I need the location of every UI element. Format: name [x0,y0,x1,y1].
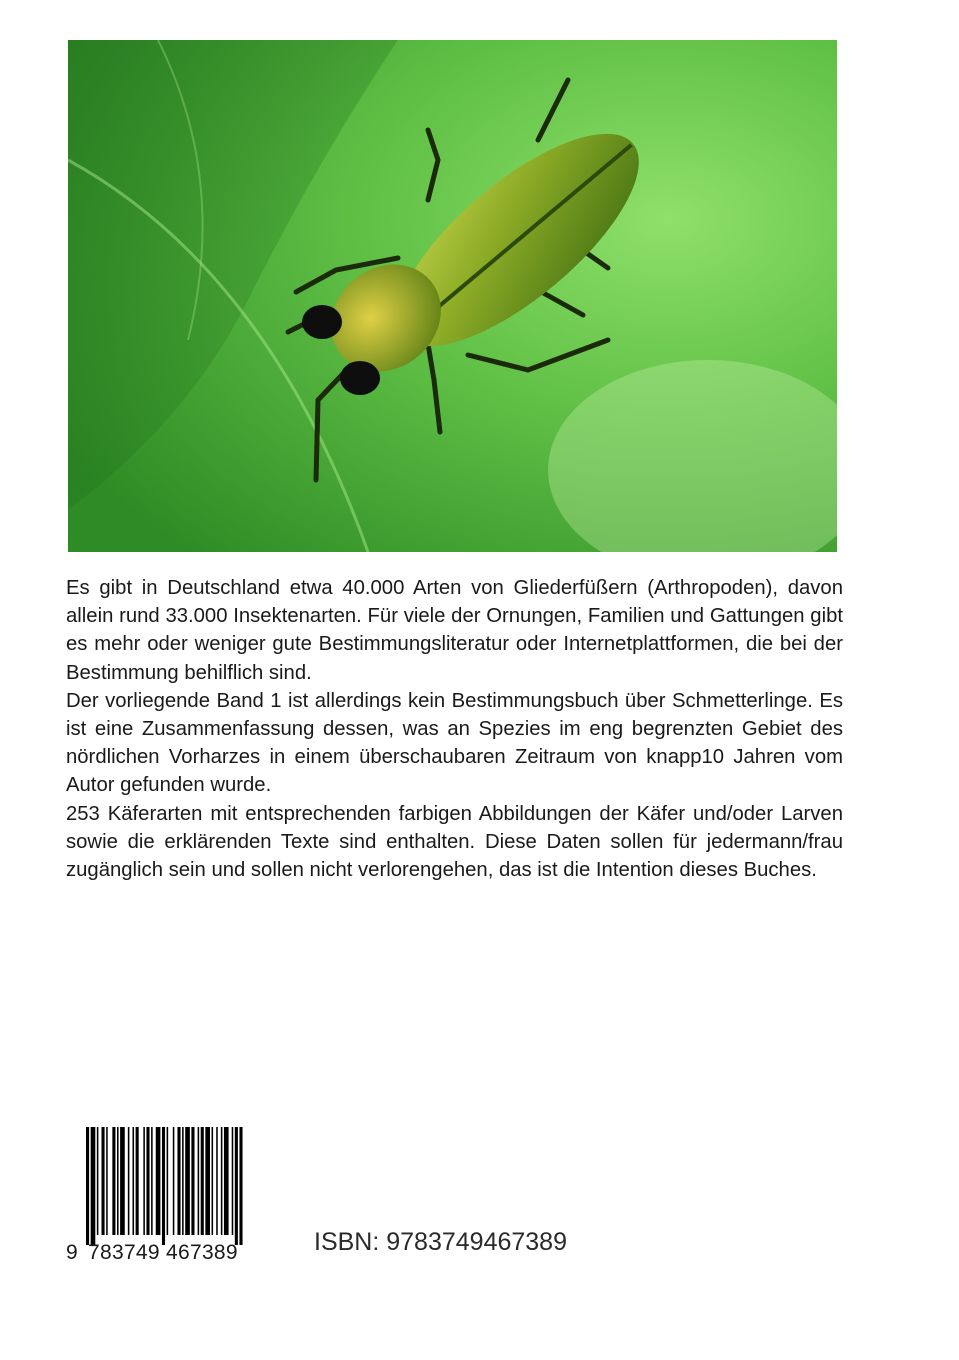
barcode-bar [182,1127,184,1235]
barcode-bar [201,1127,204,1235]
barcode-bar [167,1127,169,1235]
barcode-bar [198,1127,200,1235]
blurb-paragraph: Es gibt in Deutschland etwa 40.000 Arten von Gliederfüßern (Arthropoden), davon allein rund 33.000 Insektenarten. Für viele der Ornungen, Familien und Gattungen gibt es mehr oder weniger gute Bestimmungsliteratur oder Internetplattformen, die bei der Bestimmung behilflich sind. [66,577,843,684]
barcode-bar [224,1127,229,1235]
barcode-bar [86,1127,89,1245]
barcode-bar [156,1127,161,1235]
barcode-bar [106,1127,108,1235]
blurb-paragraph: Der vorliegende Band 1 ist allerdings kein Bestimmungsbuch über Schmetterlinge. Es ist eine Zusammenfassung dessen, was an Spezies im eng begrenzten Gebiet des nördlichen Vorharzes in einem überschaubaren Zeitraum von knapp10 Jahren vom Autor gefunden wurde. [66,689,843,797]
barcode-bar [91,1127,96,1245]
barcode-bar [205,1127,210,1235]
barcode-bar [136,1127,139,1235]
barcode-digits [66,1241,256,1265]
barcode-bar [151,1127,153,1235]
cover-photo [68,40,837,552]
barcode-bar [162,1127,165,1245]
barcode-bar [173,1127,175,1235]
barcode-bar [120,1127,125,1235]
isbn-label: ISBN: 9783749467389 [314,1228,567,1256]
barcode-bar [239,1127,242,1245]
barcode-bar [128,1127,130,1235]
barcode-bars [64,1127,260,1245]
barcode-bar [102,1127,105,1235]
barcode-bar [112,1127,115,1235]
barcode-bar [212,1127,214,1235]
barcode-bar [143,1127,145,1235]
barcode-bar [146,1127,149,1235]
barcode-bar [185,1127,190,1235]
barcode-bar [221,1127,223,1235]
barcode-bar [235,1127,238,1245]
beetle-on-leaf-image [68,40,837,552]
barcode-number: 783749 467389 [88,1241,238,1264]
barcode-bar [177,1127,180,1235]
blurb-paragraph: 253 Käferarten mit entsprechenden farbigen Abbildungen der Käfer und/oder Larven sowie die erklärenden Texte sind enthalten. Diese Daten sollen für jedermann/frau zugänglich sein und sollen nicht verlorengehen, das ist die Intention dieses Buches. [66,802,843,882]
blurb-text [66,574,843,884]
barcode-bar [216,1127,218,1235]
barcode-bar [191,1127,194,1235]
barcode-lead-digit: 9 [66,1241,78,1264]
barcode-bar [97,1127,99,1235]
barcode-bar [232,1127,234,1235]
barcode-bar [117,1127,119,1235]
barcode-bar [133,1127,135,1235]
